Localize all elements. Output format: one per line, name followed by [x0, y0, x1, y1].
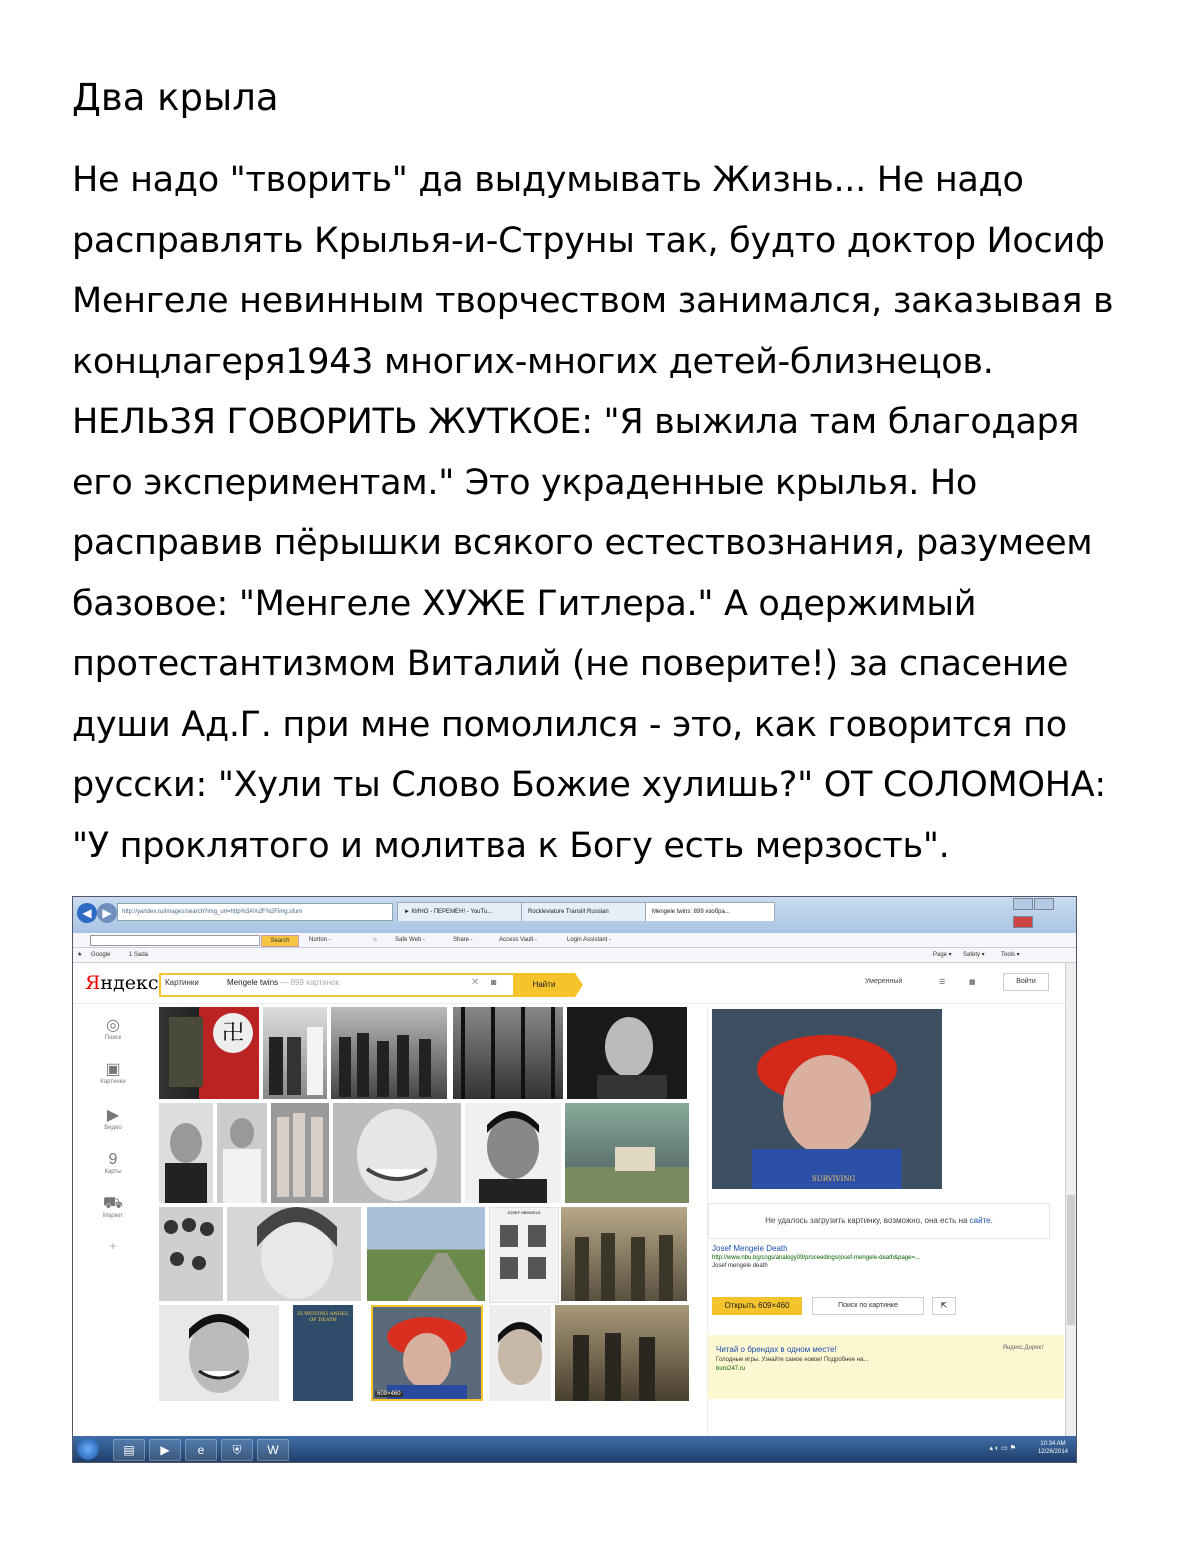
address-bar[interactable]: http://yandex.ru/images/search?img_url=http%3A%2F%2Fimg.sfum [117, 903, 393, 921]
share-button[interactable]: Share - [453, 937, 473, 943]
favorite-link[interactable]: Google [91, 952, 111, 958]
explorer-icon[interactable]: ▤ [113, 1439, 145, 1461]
sidebar-more[interactable] [73, 1237, 153, 1255]
ad-url[interactable]: buro247.ru [716, 1366, 746, 1372]
image-thumbnail[interactable] [217, 1103, 267, 1203]
cart-icon: ⛟ [102, 1195, 124, 1212]
login-assistant-button[interactable]: Login Assistant - [567, 937, 612, 943]
back-icon[interactable]: ◀ [77, 903, 97, 923]
body-line: "У проклятого и молитва к Богу есть мерзость". [72, 825, 950, 866]
image-thumbnail[interactable] [567, 1007, 687, 1099]
sidebar-item-video[interactable]: ▶ Видео [73, 1107, 153, 1131]
body-line: концлагеря1943 многих-многих детей-близнецов. [72, 341, 994, 382]
image-thumbnail[interactable]: SURVIVING ANGEL OF DEATH [293, 1305, 353, 1401]
search-box [159, 973, 573, 997]
body-line: базовое: "Менгеле ХУЖЕ Гитлера." А одержимый [72, 583, 977, 624]
svg-text:卍: 卍 [221, 1020, 245, 1045]
favorites-star-icon[interactable]: ★ [77, 952, 83, 958]
body-line: протестантизмом Виталий (не поверите!) за спасение [72, 644, 1069, 684]
image-thumbnail[interactable] [333, 1103, 461, 1203]
ad-label: Яндекс.Директ [1002, 1345, 1044, 1351]
body-line: расправлять Крылья-и-Струны так, будто доктор Иосиф [72, 220, 1105, 261]
safe-search-toggle[interactable]: Умеренный [865, 978, 903, 985]
internet-explorer-icon[interactable]: e [185, 1439, 217, 1461]
image-thumbnail[interactable] [159, 1207, 223, 1301]
search-input[interactable]: Mengele twins — 899 картинок [227, 978, 340, 987]
find-button-arrow [575, 973, 583, 997]
load-error-message: Не удалось загрузить картинку, возможно, она есть на сайте. [708, 1203, 1050, 1239]
body-line: Не надо "творить" да выдумывать Жизнь... Не надо [72, 160, 1024, 200]
favorites-bar [73, 948, 1076, 963]
page-scrollbar[interactable] [1065, 963, 1076, 1436]
image-thumbnail[interactable] [367, 1207, 485, 1301]
windows-taskbar [73, 1436, 1076, 1462]
plus-icon: + [109, 1239, 117, 1253]
image-thumbnail[interactable] [263, 1007, 327, 1099]
security-shield-icon[interactable]: ⛨ [221, 1439, 253, 1461]
body-line: НЕЛЬЗЯ ГОВОРИТЬ ЖУТКОЕ: "Я выжила там благодаря [72, 402, 1080, 442]
search-tab[interactable]: Картинки [165, 978, 199, 987]
word-icon[interactable]: W [257, 1439, 289, 1461]
image-icon: ▣ [105, 1061, 121, 1078]
image-thumbnail[interactable] [227, 1207, 361, 1301]
body-line: русски: "Хули ты Слово Божие хулишь?" ОТ СОЛОМОНА: [72, 765, 1106, 805]
sidebar-item-images[interactable]: ▣ Картинки [73, 1061, 153, 1085]
forward-icon[interactable]: ▶ [97, 903, 117, 923]
image-thumbnail[interactable] [271, 1103, 329, 1203]
browser-titlebar [73, 897, 1076, 933]
system-clock[interactable]: 10:34 AM 12/26/2014 [1037, 1441, 1068, 1455]
image-thumbnail-selected[interactable]: 609×460 [373, 1307, 481, 1399]
image-thumbnail[interactable] [159, 1103, 213, 1203]
window-controls[interactable] [1012, 897, 1072, 909]
browser-tab-active[interactable]: Mengele twins: 899 изобра... [645, 902, 775, 921]
start-button[interactable] [77, 1438, 99, 1460]
media-player-icon[interactable]: ▶ [149, 1439, 181, 1461]
body-line: души Ад.Г. при мне помолился - это, как говорится по [72, 704, 1067, 745]
safe-web-button[interactable]: Safe Web - [395, 937, 425, 943]
preview-image[interactable]: SURVIVING [712, 1009, 942, 1189]
toolbar-row [73, 933, 1076, 948]
norton-button[interactable]: Norton - [309, 937, 331, 943]
share-icon[interactable]: ⇱ [932, 1297, 956, 1315]
open-image-button[interactable]: Открыть 609×460 [712, 1297, 802, 1315]
grid-icon[interactable]: ▦ [969, 979, 976, 986]
page-menu[interactable]: Page ▾ [933, 952, 952, 958]
browser-tab[interactable]: ► КИНО - ПЕРЕМЕН! - YouTu... [397, 902, 523, 921]
camera-icon[interactable]: ◙ [491, 977, 497, 987]
favorite-link[interactable]: 1 Sada [129, 952, 149, 958]
yandex-logo[interactable]: Яндекс [85, 972, 159, 994]
tools-menu[interactable]: Tools ▾ [1001, 952, 1020, 958]
sidebar-item-search[interactable]: ◎ Поиск [73, 1017, 153, 1041]
maximize-icon[interactable] [1034, 898, 1054, 910]
image-preview-panel [707, 1007, 1065, 1436]
image-results-grid [159, 1007, 689, 1436]
image-thumbnail[interactable] [555, 1305, 689, 1401]
yandex-page [73, 963, 1065, 1436]
body-line: Менгеле невинным творчеством занимался, заказывая в [72, 281, 1114, 321]
access-vault-button[interactable]: Access Vault - [499, 937, 537, 943]
preview-title-link[interactable]: Josef Mengele Death [712, 1244, 788, 1253]
close-icon[interactable] [1013, 916, 1033, 928]
toolbar-search-button[interactable]: Search [261, 935, 299, 947]
image-thumbnail[interactable]: JOSEF MENGELE [489, 1207, 559, 1303]
clear-icon[interactable]: ✕ [471, 977, 480, 988]
browser-tab[interactable]: Rockleviature Translit Russian [521, 902, 647, 921]
system-tray-icons[interactable]: ▴ ◐ ▭ ⚑ [989, 1445, 1016, 1452]
image-thumbnail[interactable] [159, 1305, 279, 1401]
yandex-sidebar [73, 1009, 153, 1429]
image-thumbnail[interactable] [565, 1103, 689, 1203]
image-thumbnail[interactable] [465, 1103, 561, 1203]
search-icon: ◎ [106, 1017, 120, 1034]
ad-title-link[interactable]: Читай о брендах в одном месте! [716, 1345, 837, 1354]
toolbar-search-input[interactable] [90, 935, 260, 946]
safety-menu[interactable]: Safety ▾ [963, 952, 985, 958]
find-button[interactable]: Найти [513, 973, 575, 997]
search-by-image-button[interactable]: Поиск по картинке [812, 1297, 924, 1315]
body-line: его экспериментам." Это украденные крылья. Но [72, 462, 978, 503]
image-thumbnail[interactable] [489, 1305, 551, 1401]
preview-description: Josef mengele death [712, 1263, 768, 1269]
site-link[interactable]: сайте. [969, 1216, 993, 1225]
preview-url[interactable]: http://www.nbu.bg/cogs/analogy09/proceedings/josef-mengele-death&page=... [712, 1255, 920, 1261]
yandex-header [73, 963, 1065, 1004]
filter-icon[interactable]: ☰ [939, 979, 946, 986]
body-line: расправив пёрышки всякого естествознания, разумеем [72, 523, 1093, 563]
document-body [72, 150, 1142, 876]
login-button[interactable]: Войти [1003, 973, 1049, 991]
minimize-icon[interactable] [1013, 898, 1033, 910]
sidebar-item-maps[interactable]: 9 Карты [73, 1151, 153, 1175]
image-thumbnail[interactable] [561, 1207, 687, 1301]
ad-block [708, 1335, 1064, 1399]
video-icon: ▶ [106, 1107, 120, 1124]
image-thumbnail[interactable] [331, 1007, 447, 1099]
document-title: Два крыла [72, 76, 279, 119]
embedded-screenshot [72, 896, 1077, 1463]
image-thumbnail[interactable] [159, 1007, 259, 1099]
scrollbar-thumb[interactable] [1067, 1195, 1075, 1325]
map-pin-icon: 9 [108, 1151, 118, 1168]
image-thumbnail[interactable] [453, 1007, 563, 1099]
sidebar-item-market[interactable]: ⛟ Маркет [73, 1195, 153, 1219]
ad-text: Голодные игры. Узнайте самое новое! Подробнее на... [716, 1357, 869, 1363]
home-icon[interactable]: ⌂ [373, 937, 377, 943]
